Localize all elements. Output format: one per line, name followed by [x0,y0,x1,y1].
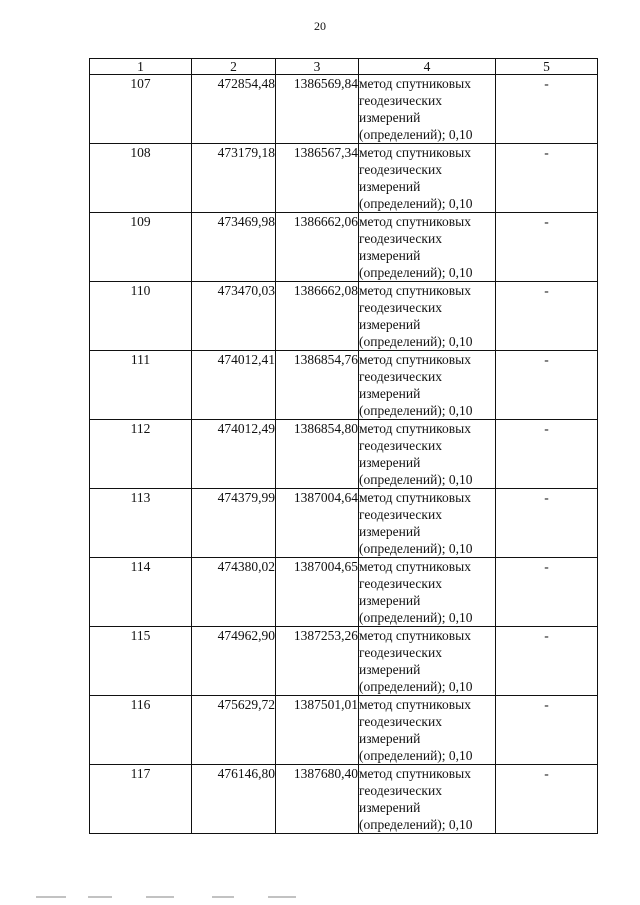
point-number-text: 113 [130,490,151,505]
table-row [90,144,598,213]
point-number-cell [90,765,192,834]
coord-y-cell [276,351,359,420]
coord-x-cell [192,558,276,627]
note-cell [496,765,598,834]
note-cell [496,282,598,351]
coord-x-cell [192,420,276,489]
note-text: - [544,628,549,643]
coord-y-text: 1386662,08 [293,283,358,298]
method-cell [359,420,496,489]
point-number-cell [90,75,192,144]
method-text: метод спутниковых геодезических измерений (определений); 0,10 [359,145,473,211]
coord-y-cell [276,696,359,765]
coord-x-cell [192,75,276,144]
point-number-cell [90,282,192,351]
point-number-text: 110 [130,283,151,298]
note-text: - [544,559,549,574]
coord-x-cell [192,489,276,558]
coord-x-cell [192,696,276,765]
point-number-text: 117 [130,766,151,781]
method-cell [359,75,496,144]
note-cell [496,75,598,144]
point-number-text: 116 [130,697,151,712]
note-cell [496,696,598,765]
method-cell [359,144,496,213]
coord-x-text: 476146,80 [217,766,275,781]
coord-x-text: 474379,99 [217,490,275,505]
table-row [90,627,598,696]
coord-y-cell [276,489,359,558]
coord-y-text: 1386854,80 [293,421,358,436]
coord-y-text: 1387253,26 [293,628,358,643]
note-cell [496,420,598,489]
coord-x-cell [192,351,276,420]
point-number-text: 107 [130,76,151,91]
coord-x-cell [192,282,276,351]
table-row [90,420,598,489]
note-cell [496,627,598,696]
coord-y-cell [276,75,359,144]
method-cell [359,765,496,834]
method-cell [359,558,496,627]
note-text: - [544,145,549,160]
header-col-5: 5 [496,59,598,75]
header-col-3: 3 [276,59,359,75]
coord-x-text: 473179,18 [217,145,275,160]
method-cell [359,627,496,696]
coord-y-text: 1387501,01 [293,697,358,712]
method-text: метод спутниковых геодезических измерений (определений); 0,10 [359,697,473,763]
point-number-cell [90,420,192,489]
coord-y-text: 1387004,65 [293,559,358,574]
coord-x-text: 472854,48 [217,76,275,91]
coord-x-cell [192,765,276,834]
coord-y-cell [276,282,359,351]
coord-x-text: 473469,98 [217,214,275,229]
table-body [90,75,598,834]
method-cell [359,213,496,282]
coord-y-cell [276,627,359,696]
coord-x-text: 475629,72 [217,697,275,712]
coordinates-table [89,58,598,834]
coord-x-cell [192,627,276,696]
note-text: - [544,283,549,298]
method-text: метод спутниковых геодезических измерений (определений); 0,10 [359,421,473,487]
note-text: - [544,766,549,781]
point-number-cell [90,144,192,213]
header-col-2: 2 [192,59,276,75]
header-col-4: 4 [359,59,496,75]
header-col-1: 1 [90,59,192,75]
coord-x-text: 474962,90 [217,628,275,643]
coord-y-cell [276,765,359,834]
scan-artifact [36,896,296,900]
coord-y-cell [276,144,359,213]
table-row [90,765,598,834]
coord-x-text: 473470,03 [217,283,275,298]
method-cell [359,696,496,765]
point-number-text: 112 [130,421,151,436]
note-cell [496,144,598,213]
method-text: метод спутниковых геодезических измерений (определений); 0,10 [359,76,473,142]
page-number: 20 [314,19,326,33]
point-number-cell [90,351,192,420]
note-text: - [544,76,549,91]
method-cell [359,489,496,558]
note-cell [496,213,598,282]
coord-y-text: 1386569,84 [293,76,358,91]
coord-y-text: 1386662,06 [293,214,358,229]
table-row [90,351,598,420]
method-cell [359,351,496,420]
point-number-text: 114 [130,559,151,574]
note-text: - [544,490,549,505]
table-row [90,75,598,144]
table-header [90,59,598,75]
coord-y-cell [276,558,359,627]
method-text: метод спутниковых геодезических измерений (определений); 0,10 [359,766,473,832]
note-text: - [544,352,549,367]
method-text: метод спутниковых геодезических измерений (определений); 0,10 [359,214,473,280]
coord-x-text: 474012,41 [217,352,275,367]
method-text: метод спутниковых геодезических измерений (определений); 0,10 [359,352,473,418]
coord-y-text: 1387680,40 [293,766,358,781]
table-row [90,213,598,282]
table-row [90,282,598,351]
coord-y-cell [276,213,359,282]
coord-x-text: 474012,49 [217,421,275,436]
coord-y-cell [276,420,359,489]
note-text: - [544,214,549,229]
coord-y-text: 1387004,64 [293,490,358,505]
note-text: - [544,697,549,712]
table-row [90,489,598,558]
method-cell [359,282,496,351]
table-row [90,558,598,627]
coord-x-cell [192,144,276,213]
method-text: метод спутниковых геодезических измерений (определений); 0,10 [359,559,473,625]
point-number-text: 108 [130,145,151,160]
point-number-cell [90,627,192,696]
point-number-cell [90,558,192,627]
note-text: - [544,421,549,436]
note-cell [496,489,598,558]
point-number-cell [90,696,192,765]
note-cell [496,351,598,420]
table-row [90,696,598,765]
coord-x-cell [192,213,276,282]
point-number-text: 111 [130,352,151,367]
method-text: метод спутниковых геодезических измерений (определений); 0,10 [359,283,473,349]
header-row [90,59,598,75]
method-text: метод спутниковых геодезических измерений (определений); 0,10 [359,490,473,556]
note-cell [496,558,598,627]
point-number-cell [90,213,192,282]
point-number-cell [90,489,192,558]
coord-y-text: 1386854,76 [293,352,358,367]
coord-x-text: 474380,02 [217,559,275,574]
point-number-text: 109 [130,214,151,229]
coord-y-text: 1386567,34 [293,145,358,160]
point-number-text: 115 [130,628,151,643]
method-text: метод спутниковых геодезических измерений (определений); 0,10 [359,628,473,694]
